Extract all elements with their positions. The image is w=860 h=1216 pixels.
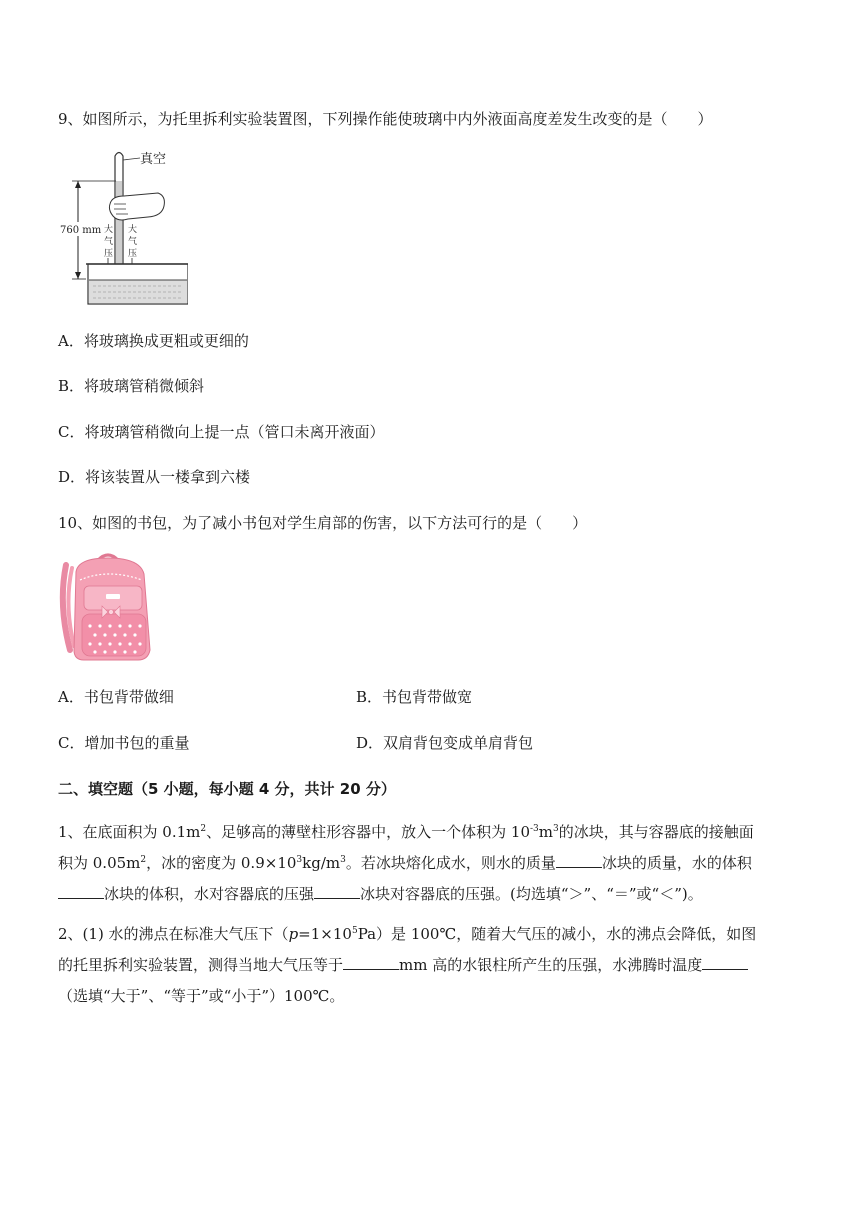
section-heading-fill-in: 二、填空题（5 小题，每小题 4 分，共计 20 分） (58, 780, 396, 798)
q10-option-b: B．书包背带做宽 (356, 688, 473, 706)
q9-option-c: C．将玻璃管稍微向上提一点（管口未离开液面） (58, 423, 385, 441)
q9-option-a: A．将玻璃换成更粗或更细的 (58, 332, 249, 350)
q9-stem: 9、如图所示，为托里拆利实验装置图，下列操作能使玻璃中内外液面高度差发生改变的是（ ） (58, 110, 713, 128)
fill2-line-1: 2、(1) 水的沸点在标准大气压下$(p=1\times 10^5Pa)$是 100℃，随着大气压的减小，水的沸点会降低，如图 (58, 925, 757, 943)
atm-right-char-2: 气 (128, 237, 138, 247)
fill1-line-1: 1、在底面积为 $0.1m^2$、足够高的薄壁柱形容器中，放入一个体积为 $10^{-3}m^3$的冰块，其与容器底的接触面 (58, 823, 754, 841)
atm-right-char-1: 大 (128, 225, 138, 235)
atm-left-char-1: 大 (104, 225, 114, 235)
fill1-line-2: 积为 $0.05m^2$，冰的密度为 $0.9\times 10^3kg/m^3$。若冰块熔化成水，则水的质量 冰块的质量，水的体积 (58, 848, 803, 879)
q10-option-c: C．增加书包的重量 (58, 734, 190, 752)
q10-option-d: D．双肩背包变成单肩背包 (356, 734, 534, 752)
fill1-line-3: 冰块的体积，水对容器底的压强 冰块对容器底的压强。(均选填“＞”、“＝”或“＜”)。 (58, 879, 803, 910)
atm-left-char-3: 压 (104, 249, 114, 259)
q10-option-a: A．书包背带做细 (58, 688, 174, 706)
q10-stem: 10、如图的书包，为了减小书包对学生肩部的伤害，以下方法可行的是（ ） (58, 514, 588, 532)
q9-option-d: D．将该装置从一楼拿到六楼 (58, 468, 251, 486)
q9-option-b: B．将玻璃管稍微倾斜 (58, 377, 205, 395)
answer-blank-5[interactable] (702, 953, 748, 970)
vacuum-label: 真空 (140, 152, 167, 167)
fill-question-1 (58, 817, 803, 910)
school-backpack-image (58, 550, 158, 665)
fill2-line-2: 的托里拆利实验装置，测得当地大气压等于 mm 高的水银柱所产生的压强，水沸腾时温度 (58, 950, 803, 981)
answer-blank-3[interactable] (314, 882, 360, 899)
answer-blank-1[interactable] (556, 851, 602, 868)
answer-blank-2[interactable] (58, 882, 104, 899)
atm-right-char-3: 压 (128, 249, 138, 259)
atm-left-char-2: 气 (104, 237, 114, 247)
torricelli-apparatus-figure (58, 146, 188, 308)
fill2-line-3: （选填“大于”、“等于”或“小于”）100℃。 (58, 987, 345, 1005)
height-label: 760 mm (60, 225, 102, 236)
answer-blank-4[interactable] (343, 953, 399, 970)
fill-question-2 (58, 919, 803, 1012)
